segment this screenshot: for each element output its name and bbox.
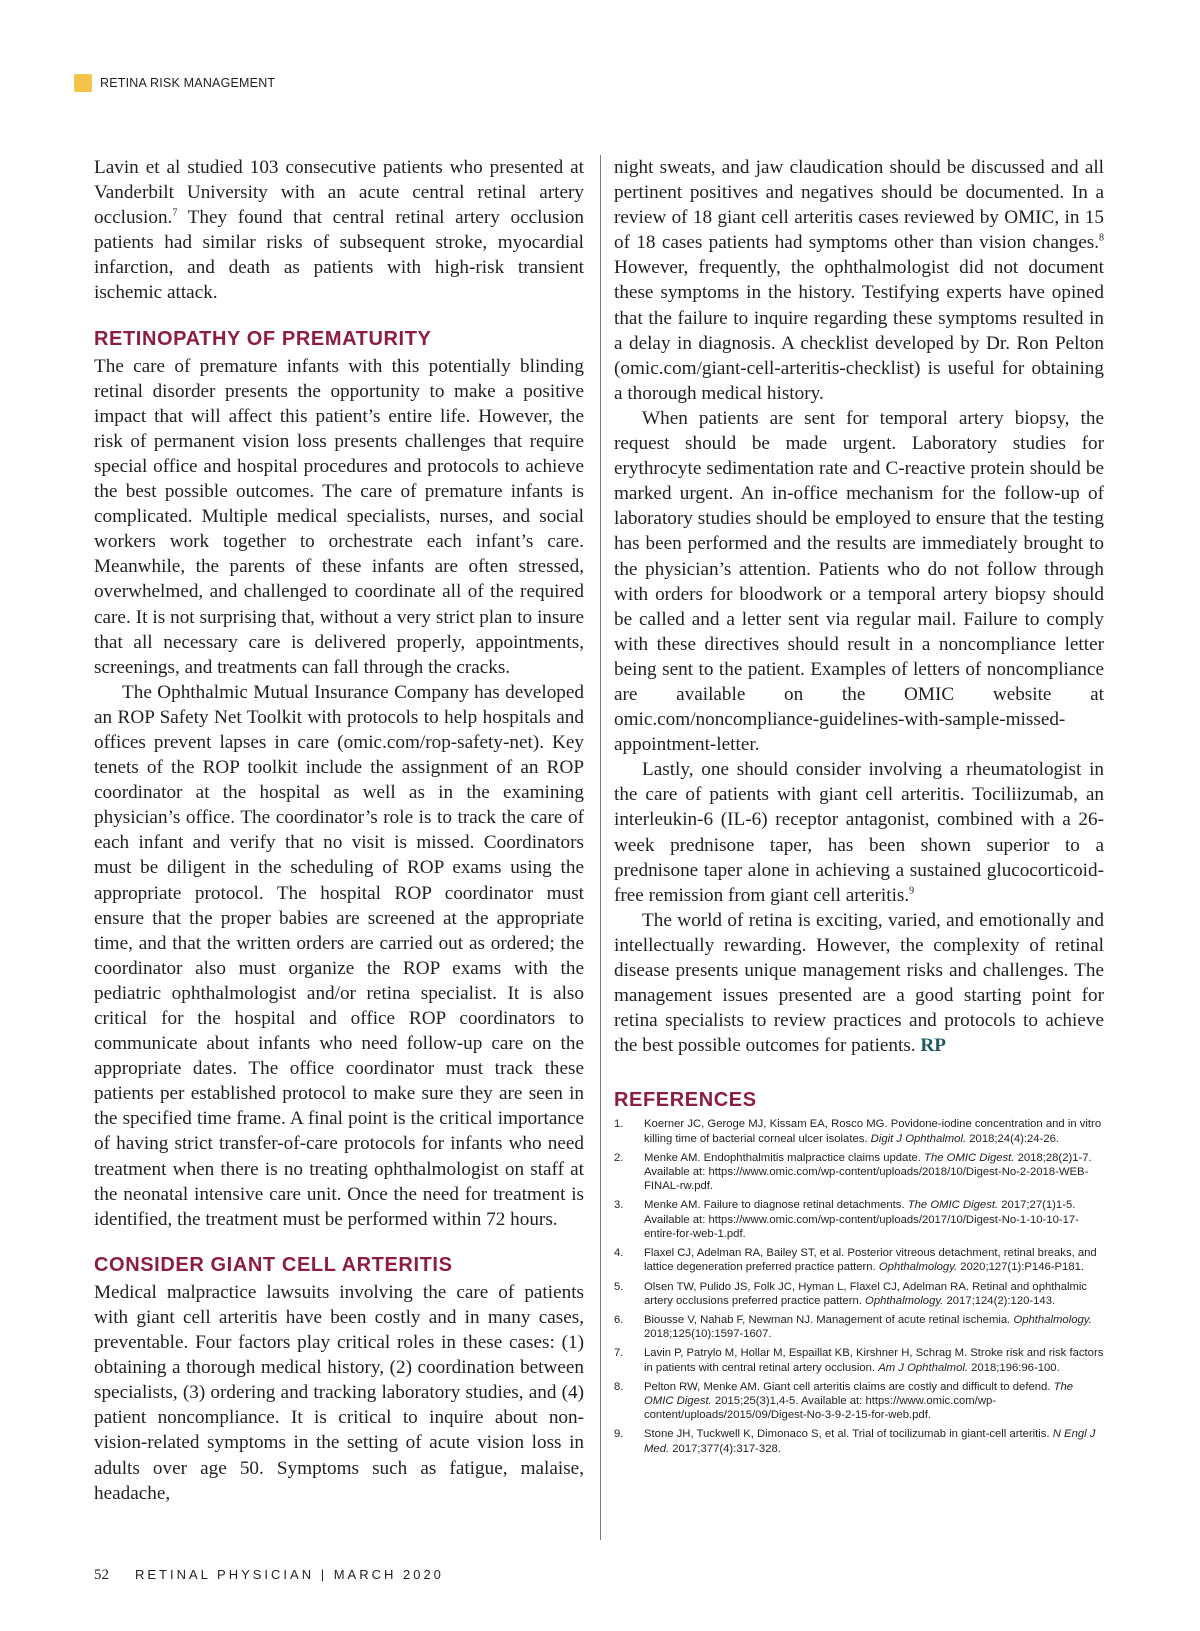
paragraph: Medical malpractice lawsuits involving the care of patients with giant cell arteritis have been costly and in many cases, preventable. Four factors play critical roles in these cases: (1) obtaining a thorough medical history, (2) coordination between specialists, (3) ordering and tracking laboratory studies, and (4) patient noncompliance. It is critical to inquire about non-vision-related symptoms in the setting of acute vision loss in adults over age 50. Symptoms such as fatigue, malaise, headache, <box>94 1281 584 1504</box>
reference-journal: The OMIC Digest. <box>644 1380 1074 1407</box>
paragraph: The world of retina is exciting, varied, and emotionally and intellectually rewarding. However, the complexity of retinal disease presents unique management risks and challenges. The management issues presented are a good starting point for retina specialists to review practices and protocols to achieve the best possible outcomes for patients. RP <box>614 909 1104 1057</box>
page-number: 52 <box>94 1567 109 1583</box>
reference-text: Stone JH, Tuckwell K, Dimonaco S, et al. Trial of tocilizumab in giant-cell arteritis. N Engl J Med. 2017;377(4):317-328. <box>644 1428 1096 1455</box>
reference-item <box>614 1246 1104 1274</box>
reference-item <box>614 1151 1104 1194</box>
paragraph: Lastly, one should consider involving a rheumatologist in the care of patients with giant cell arteritis. Tociliizumab, an interleukin-6 (IL-6) receptor antagonist, combined with a 26-week prednisone taper, has been shown superior to a prednisone taper alone in achieving a sustained glucocorticoid-free remission from giant cell arteritis.$^9$ <box>614 759 1104 906</box>
reference-item <box>614 1280 1104 1308</box>
reference-item <box>614 1380 1104 1423</box>
reference-text: Flaxel CJ, Adelman RA, Bailey ST, et al. Posterior vitreous detachment, retinal breaks, and lattice degeneration preferred practice pattern. Ophthalmology. 2020;127(1):P146-P181. <box>644 1247 1097 1274</box>
citation-superscript: 9 <box>909 885 915 897</box>
reference-text: Pelton RW, Menke AM. Giant cell arteritis claims are costly and difficult to defend. The OMIC Digest. 2015;25(3)1,4-5. Available at: https://www.omic.com/wp-content/uploads/2015/09/Digest-No-3-9-2-15-for-web.pdf. <box>644 1380 1074 1422</box>
reference-text: Lavin P, Patrylo M, Hollar M, Espaillat KB, Kirshner H, Schrag M. Stroke risk and risk factors in patients with central retinal artery occlusion. Am J Ophthalmol. 2018;196:96-100. <box>644 1347 1104 1374</box>
page-footer <box>94 1567 444 1584</box>
reference-item <box>614 1346 1104 1374</box>
reference-text: Olsen TW, Pulido JS, Folk JC, Hyman L, Flaxel CJ, Adelman RA. Retinal and ophthalmic artery occlusions preferred practice pattern. Ophthalmology. 2017;124(2):120-143. <box>644 1280 1088 1307</box>
section-label: RETINA RISK MANAGEMENT <box>100 76 276 90</box>
left-column <box>94 155 584 1506</box>
reference-number: 4. <box>614 1247 624 1260</box>
reference-item <box>614 1117 1104 1145</box>
citation-superscript: 8 <box>1099 232 1104 244</box>
reference-text: Koerner JC, Geroge MJ, Kissam EA, Rosco MG. Povidone-iodine concentration and in vitro killing time of bacterial corneal ulcer isolates. Digit J Ophthalmol. 2018;24(4):24-26. <box>644 1118 1102 1145</box>
reference-number: 1. <box>614 1118 624 1131</box>
column-divider <box>600 155 601 1540</box>
reference-text: Menke AM. Endophthalmitis malpractice claims update. The OMIC Digest. 2018;28(2)1-7. Available at: https://www.omic.com/wp-content/uploads/2018/10/Digest-No-2-2018-WEB-FINAL-rw.pdf. <box>644 1151 1092 1193</box>
reference-journal: N Engl J Med. <box>644 1428 1096 1455</box>
reference-journal: Ophthalmology. <box>1013 1313 1092 1326</box>
reference-item <box>614 1313 1104 1341</box>
reference-journal: Ophthalmology. <box>865 1294 944 1307</box>
reference-text: Menke AM. Failure to diagnose retinal detachments. The OMIC Digest. 2017;27(1)1-5. Available at: https://www.omic.com/wp-content/uploads/2017/10/Digest-No-1-10-10-17-entire-for-web-1.pdf. <box>644 1199 1079 1240</box>
reference-item <box>614 1198 1104 1241</box>
citation-superscript: 7 <box>172 207 178 219</box>
reference-number: 9. <box>614 1428 624 1441</box>
reference-text: Biousse V, Nahab F, Newman NJ. Management of acute retinal ischemia. Ophthalmology. 2018;125(10):1597-1607. <box>644 1313 1092 1341</box>
section-swatch <box>74 74 92 92</box>
reference-number: 7. <box>614 1347 624 1360</box>
references-heading: REFERENCES <box>614 1089 757 1112</box>
reference-journal: The OMIC Digest. <box>924 1151 1015 1164</box>
right-column <box>614 155 1104 1461</box>
reference-item <box>614 1427 1104 1455</box>
section-tag <box>74 74 275 92</box>
paragraph: The care of premature infants with this potentially blinding retinal disorder presents the opportunity to make a positive impact that will affect this patient’s entire life. However, the risk of permanent vision loss presents challenges that require special office and hospital procedures and protocols to achieve the best possible outcomes. The care of premature infants is complicated. Multiple medical specialists, nurses, and social workers work together to orchestrate each infant’s care. Meanwhile, the parents of these infants are often stressed, overwhelmed, and challenged to coordinate all of the required care. It is not surprising that, without a very strict plan to insure that all necessary care is delivered properly, appointments, screenings, and treatments can fall through the cracks. <box>94 355 584 678</box>
paragraph: night sweats, and jaw claudication should be discussed and all pertinent positives and negatives should be documented. In a review of 18 giant cell arteritis cases reviewed by OMIC, in 15 of 18 cases patients had symptoms other than vision changes.$^8$ However, frequently, the ophthalmologist did not document these symptoms in the history. Testifying experts have opined that the failure to inquire regarding these symptoms resulted in a delay in diagnosis. A checklist developed by Dr. Ron Pelton (omic.com/giant-cell-arteritis-checklist) is useful for obtaining a thorough medical history. <box>614 157 1104 404</box>
heading-giant-cell-arteritis: CONSIDER GIANT CELL ARTERITIS <box>94 1253 453 1276</box>
rp-end-mark: RP <box>920 1035 946 1057</box>
heading-retinopathy-of-prematurity: RETINOPATHY OF PREMATURITY <box>94 327 432 350</box>
reference-journal: Ophthalmology. <box>878 1261 958 1274</box>
paragraph: The Ophthalmic Mutual Insurance Company has developed an ROP Safety Net Toolkit with protocols to help hospitals and offices prevent lapses in care (omic.com/rop-safety-net). Key tenets of the ROP toolkit include the assignment of an ROP coordinator at the hospital as well as in the examining physician’s office. The coordinator’s role is to track the care of each infant and verify that no visit is missed. Coordinators must be diligent in the scheduling of ROP exams using the appropriate protocol. The hospital ROP coordinator must ensure that the proper babies are screened at the appropriate time, and that the written orders are carried out as ordered; the coordinator also must organize the ROP exams with the pediatric ophthalmologist and/or retina specialist. It is also critical for the hospital and office ROP coordinators to communicate about infants who need follow-up care on the appropriate dates. The office coordinator must track these patients per established protocol to make sure they are seen in the specified time frame. A final point is the critical importance of having strict transfer-of-care protocols for infants who need treatment when there is no treating ophthalmologist on staff at the neonatal intensive care unit. Once the need for treatment is identified, the treatment must be performed within 72 hours. <box>94 681 584 1230</box>
publication-line: RETINAL PHYSICIAN | MARCH 2020 <box>135 1567 444 1582</box>
paragraph: Lavin et al studied 103 consecutive patients who presented at Vanderbilt University with an acute central retinal artery occlusion.$^7$ They found that central retinal artery occlusion patients had similar risks of subsequent stroke, myocardial infarction, and death as patients with high-risk transient ischemic attack. <box>94 157 584 304</box>
reference-journal: Digit J Ophthalmol. <box>870 1132 967 1145</box>
reference-number: 5. <box>614 1280 624 1293</box>
references-list <box>614 1117 1104 1455</box>
paragraph: When patients are sent for temporal artery biopsy, the request should be made urgent. Laboratory studies for erythrocyte sedimentation rate and C-reactive protein should be marked urgent. An in-office mechanism for the follow-up of laboratory studies should be employed to ensure that the testing has been performed and the results are immediately brought to the physician’s attention. Patients who do not follow through with orders for bloodwork or a temporal artery biopsy should be called and a letter sent via regular mail. Failure to comply with these directives should result in a noncompliance letter being sent to the patient. Examples of letters of noncompliance are available on the OMIC website at omic.com/noncompliance-guidelines-with-sample-missed-appointment-letter. <box>614 407 1104 756</box>
reference-journal: The OMIC Digest. <box>907 1199 999 1212</box>
reference-journal: Am J Ophthalmol. <box>878 1361 968 1374</box>
reference-number: 3. <box>614 1199 624 1212</box>
reference-number: 2. <box>614 1151 624 1164</box>
reference-number: 6. <box>614 1313 624 1326</box>
reference-number: 8. <box>614 1380 624 1393</box>
